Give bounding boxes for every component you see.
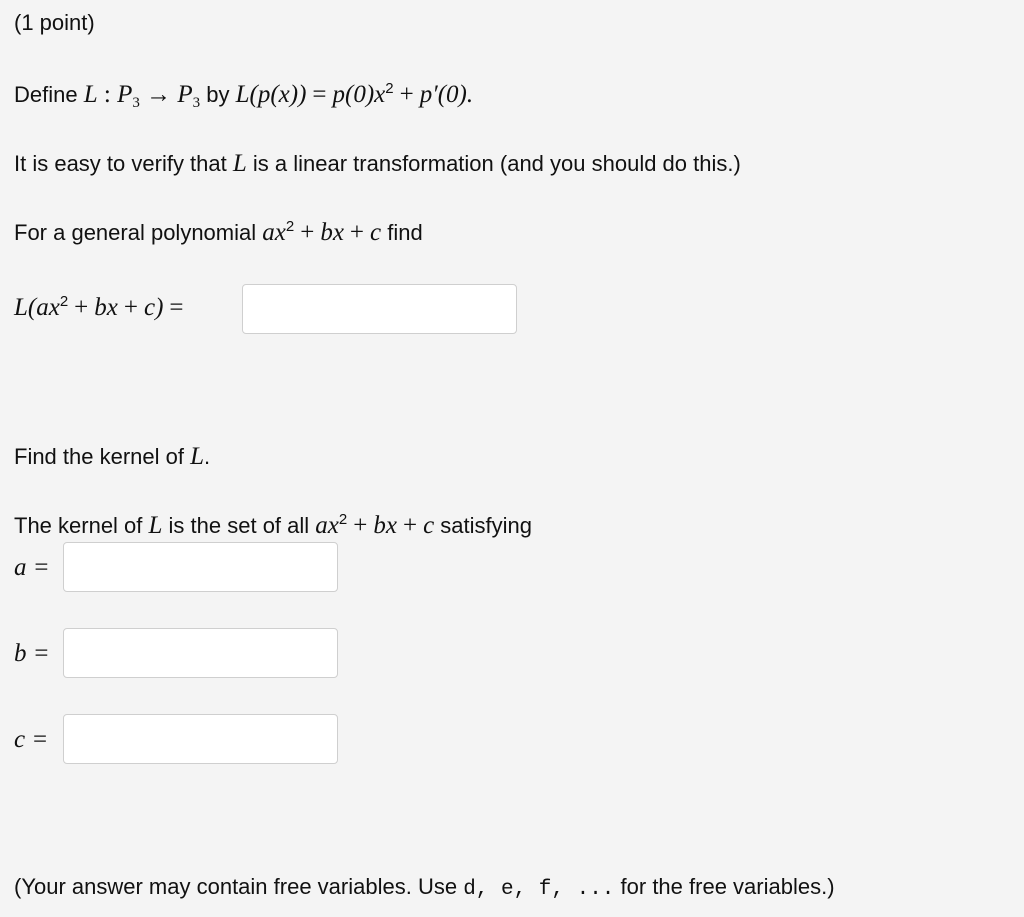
general-pre: For a general polynomial bbox=[14, 220, 263, 245]
definition-p0x: p(0)x bbox=[332, 81, 386, 108]
map-answer-input[interactable] bbox=[242, 284, 517, 334]
c-label: c = bbox=[14, 726, 49, 753]
kernel-heading bbox=[14, 444, 210, 469]
footer-post: for the free variables.) bbox=[614, 874, 835, 899]
map-equals: = bbox=[169, 294, 184, 321]
general-square: 2 bbox=[285, 218, 295, 235]
definition-codomain bbox=[177, 81, 201, 111]
verify-post: is a linear transformation (and you should do this.) bbox=[246, 151, 741, 176]
general-c: c bbox=[370, 219, 382, 246]
kernel-desc-c: c bbox=[423, 512, 435, 539]
a-answer-input[interactable] bbox=[63, 542, 338, 592]
kernel-heading-L: L bbox=[190, 443, 205, 470]
b-label: b = bbox=[14, 640, 50, 667]
definition-arrow: → bbox=[139, 81, 178, 108]
general-polynomial-line bbox=[14, 220, 423, 245]
domain-subscript: 3 bbox=[132, 95, 140, 111]
definition-L: L bbox=[83, 81, 98, 108]
definition-by: by bbox=[200, 82, 236, 107]
verify-L: L bbox=[232, 150, 247, 177]
map-c-close: c) bbox=[144, 294, 164, 321]
kernel-desc-pre: The kernel of bbox=[14, 513, 149, 538]
b-answer-input[interactable] bbox=[63, 628, 338, 678]
map-plus-2: + bbox=[123, 294, 138, 321]
footer-vars: d, e, f, ... bbox=[463, 878, 615, 901]
map-plus-1: + bbox=[74, 294, 89, 321]
general-ax: ax bbox=[262, 219, 286, 246]
c-answer-input[interactable] bbox=[63, 714, 338, 764]
kernel-desc-square: 2 bbox=[338, 511, 348, 528]
kernel-heading-pre: Find the kernel of bbox=[14, 444, 191, 469]
verify-line bbox=[14, 151, 741, 176]
points-label: (1 point) bbox=[14, 10, 95, 35]
kernel-desc-plus-1: + bbox=[353, 512, 368, 539]
kernel-desc-bx: bx bbox=[373, 512, 397, 539]
general-bx: bx bbox=[320, 219, 344, 246]
definition-pprime: p′(0). bbox=[419, 81, 474, 108]
verify-pre: It is easy to verify that bbox=[14, 151, 233, 176]
kernel-desc-L: L bbox=[148, 512, 163, 539]
definition-plus: + bbox=[399, 81, 414, 108]
general-plus-1: + bbox=[300, 219, 315, 246]
definition-domain bbox=[117, 81, 140, 111]
definition-prefix: Define bbox=[14, 82, 84, 107]
a-label: a = bbox=[14, 554, 50, 581]
definition-equals: = bbox=[312, 81, 327, 108]
kernel-desc-plus-2: + bbox=[402, 512, 418, 539]
codomain-P: P bbox=[177, 81, 193, 108]
footer-pre: (Your answer may contain free variables. Use bbox=[14, 874, 464, 899]
kernel-description bbox=[14, 513, 532, 538]
kernel-desc-post: satisfying bbox=[434, 513, 532, 538]
map-square: 2 bbox=[59, 293, 69, 310]
definition-lhs: L(p(x)) bbox=[235, 81, 307, 108]
free-variables-note bbox=[14, 876, 835, 900]
kernel-desc-mid: is the set of all bbox=[162, 513, 316, 538]
domain-P: P bbox=[117, 81, 133, 108]
kernel-heading-post: . bbox=[204, 444, 211, 469]
definition-line bbox=[14, 80, 474, 111]
general-plus-2: + bbox=[349, 219, 365, 246]
map-bx: bx bbox=[94, 294, 118, 321]
general-post: find bbox=[381, 220, 423, 245]
codomain-subscript: 3 bbox=[192, 95, 201, 111]
definition-colon: : bbox=[97, 81, 118, 108]
map-lhs-open: L(ax bbox=[14, 294, 60, 321]
definition-square: 2 bbox=[385, 80, 394, 97]
map-question-label bbox=[14, 295, 190, 320]
kernel-desc-ax: ax bbox=[315, 512, 339, 539]
